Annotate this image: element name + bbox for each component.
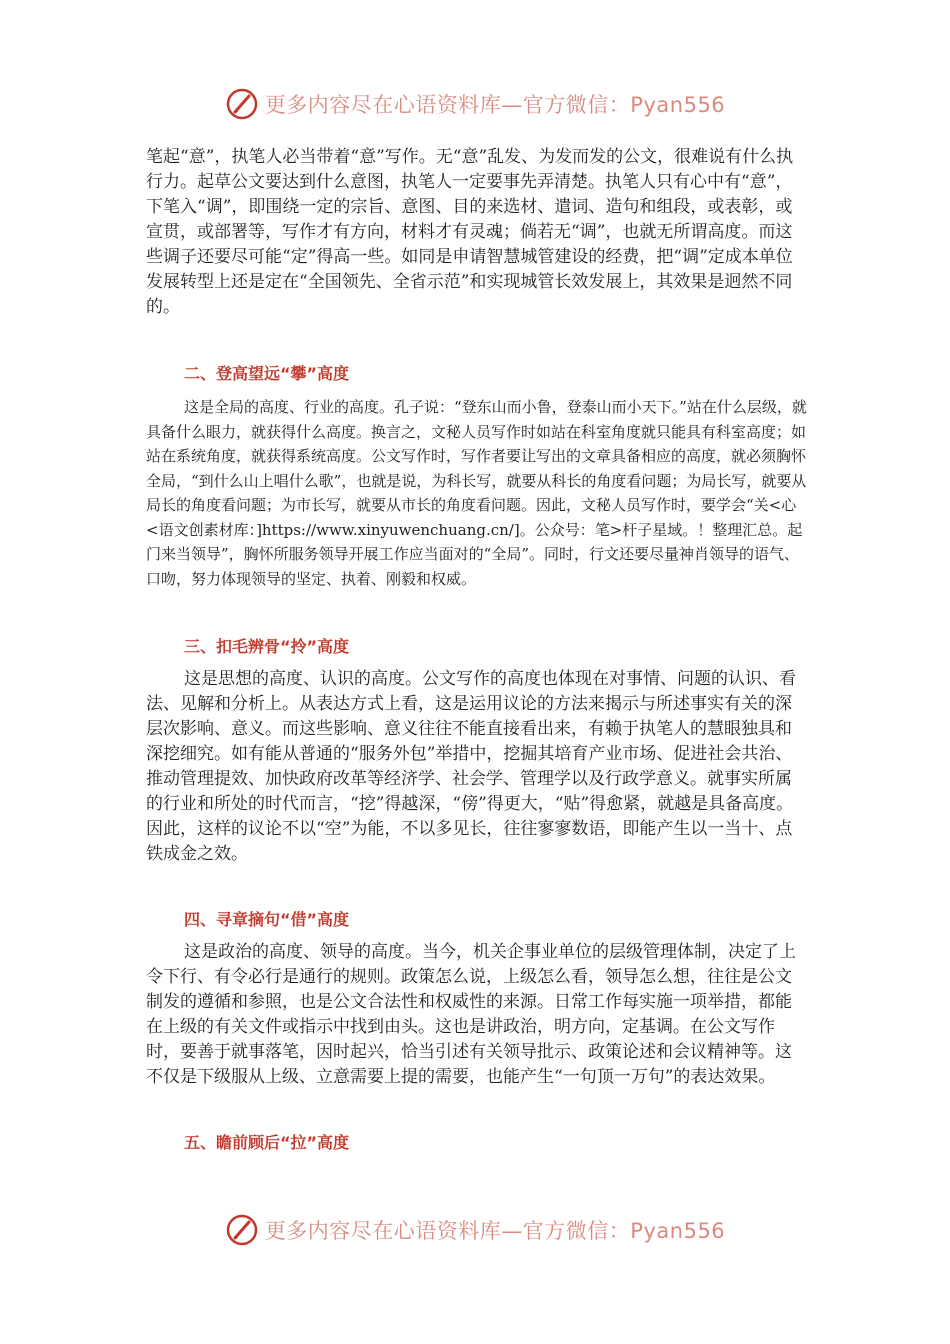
section-body-2: 这是全局的高度、行业的高度。孔子说：“登东山而小鲁，登泰山而小天下。”站在什么层级，就具备什么眼力，就获得什么高度。换言之，文秘人员写作时如站在科室角度就只能具有科室高度；如站在系统角度，就获得系统高度。公文写作时，写作者要让写出的文章具备相应的高度，就必须胸怀全局，“到什么山上唱什么歌”，也就是说，为科长写，就要从科长的角度看问题；为局长写，就要从局长的角度看问题；为市长写，就要从市长的角度看问题。因此，文秘人员写作时，要学会“关<心<语文创素材库：]https://www.xinyuwenchuang.cn/]。公众号：笔>杆子星域。！整理汇总。起门来当领导”，胸怀所服务领导开展工作应当面对的“全局”。同时，行文还要尽量神肖领导的语气、口吻，努力体现领导的坚定、执着、刚毅和权威。 bbox=[146, 398, 807, 588]
intro-paragraph: 笔起“意”，执笔人必当带着“意”写作。无“意”乱发、为发而发的公文，很难说有什么执行力。起草公文要达到什么意图，执笔人一定要事先弄清楚。执笔人只有心中有“意”，下笔入“调”，即围绕一定的宗旨、意图、目的来选材、遣词、造句和组段，或表彰，或宣贯，或部署等，写作才有方向，材料才有灵魂；倘若无“调”，也就无所谓高度。而这些调子还要尽可能“定”得高一些。如同是申请智慧城管建设的经费，把“调”定成本单位发展转型上还是定在“全国领先、全省示范”和实现城管长效发展上，其效果是迥然不同的。 bbox=[146, 147, 794, 317]
header-banner bbox=[0, 82, 950, 126]
pen-logo-icon bbox=[225, 87, 259, 121]
section-heading-3: 三、扣毛辨骨“拎”高度 bbox=[184, 637, 350, 656]
banner-text: 更多内容尽在心语资料库—官方微信：Pyan556 bbox=[264, 93, 726, 117]
footer-banner bbox=[0, 1208, 950, 1252]
banner-text: 更多内容尽在心语资料库—官方微信：Pyan556 bbox=[264, 1219, 726, 1243]
section-body-3: 这是思想的高度、认识的高度。公文写作的高度也体现在对事情、问题的认识、看法、见解和分析上。从表达方式上看，这是运用议论的方法来揭示与所述事实有关的深层次影响、意义。而这些影响、意义往往不能直接看出来，有赖于执笔人的慧眼独具和深挖细究。如有能从普通的“服务外包”举措中，挖掘其培育产业市场、促进社会共治、推动管理提效、加快政府改革等经济学、社会学、管理学以及行政学意义。就事实所属的行业和所处的时代而言，“挖”得越深，“傍”得更大，“贴”得愈紧，就越是具备高度。因此，这样的议论不以“空”为能，不以多见长，往往寥寥数语，即能产生以一当十、点铁成金之效。 bbox=[146, 669, 796, 864]
section-heading-5: 五、瞻前顾后“拉”高度 bbox=[184, 1133, 350, 1152]
section-heading-4: 四、寻章摘句“借”高度 bbox=[184, 910, 350, 929]
section-body-4: 这是政治的高度、领导的高度。当今，机关企事业单位的层级管理体制，决定了上令下行、有令必行是通行的规则。政策怎么说，上级怎么看，领导怎么想，往往是公文制发的遵循和参照，也是公文合法性和权威性的来源。日常工作每实施一项举措，都能在上级的有关文件或指示中找到由头。这也是讲政治，明方向，定基调。在公文写作时，要善于就事落笔，因时起兴，恰当引述有关领导批示、政策论述和会议精神等。这不仅是下级服从上级、立意需要上提的需要，也能产生“一句顶一万句”的表达效果。 bbox=[146, 942, 796, 1087]
pen-logo-icon bbox=[225, 1213, 259, 1247]
section-heading-2: 二、登高望远“攀”高度 bbox=[184, 364, 350, 383]
